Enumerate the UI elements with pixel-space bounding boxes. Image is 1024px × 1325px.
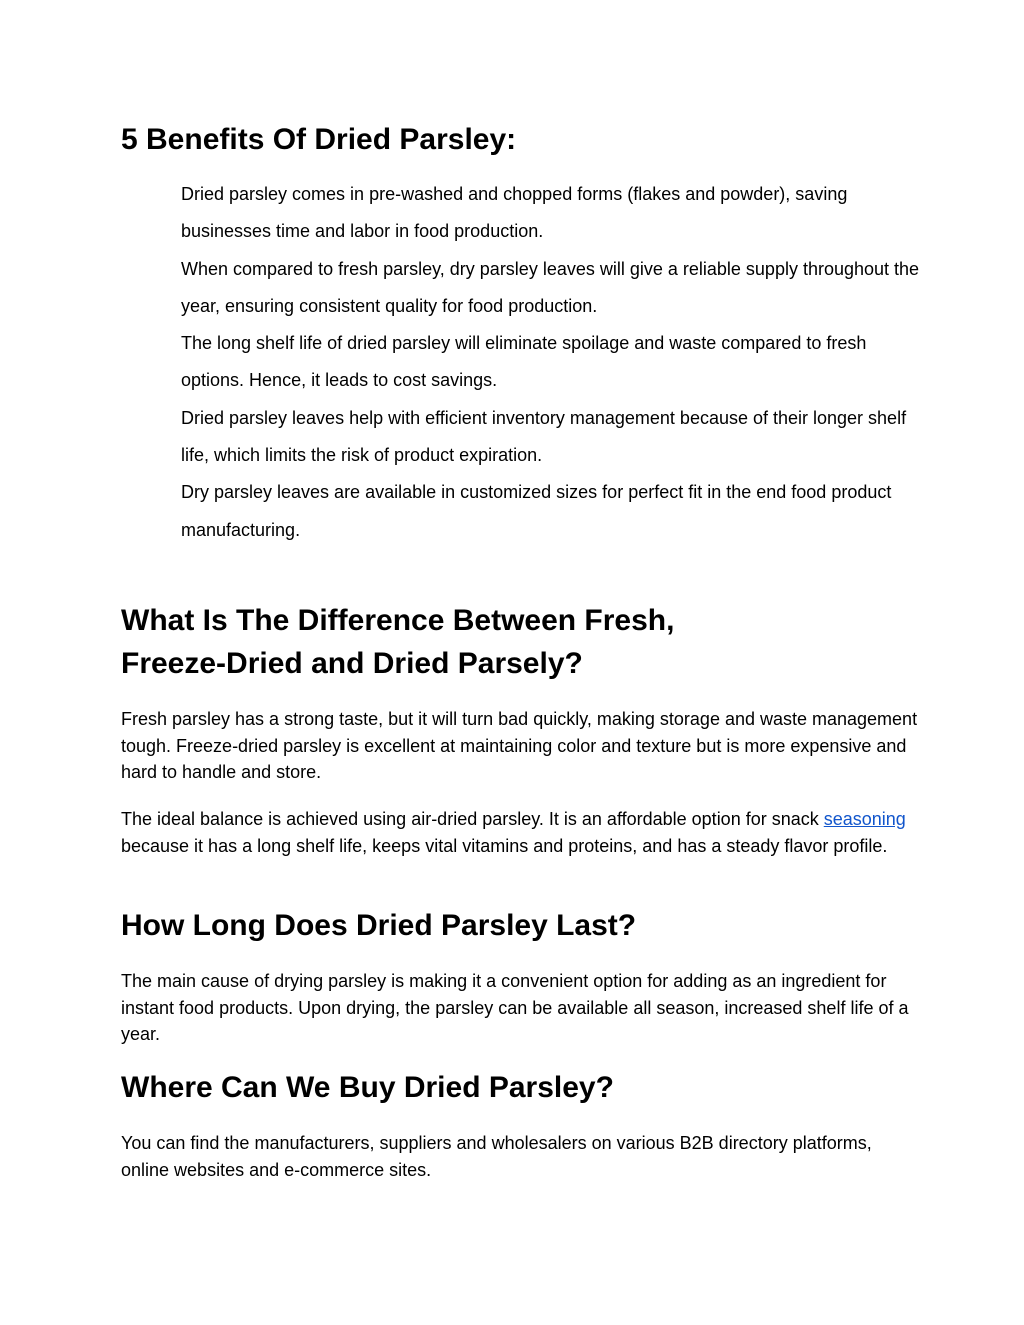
shelf-life-heading: How Long Does Dried Parsley Last? xyxy=(121,909,637,942)
difference-paragraph-2 xyxy=(121,806,921,859)
benefits-list xyxy=(181,176,921,549)
difference-paragraph-2-text-start: The ideal balance is achieved using air-dried parsley. It is an affordable option for snack xyxy=(121,809,824,829)
seasoning-link[interactable]: seasoning xyxy=(823,809,906,829)
difference-heading-line2: Freeze-Dried and Dried Parsely? xyxy=(121,647,583,680)
benefit-item: Dried parsley leaves help with efficient inventory management because of their longer shelf life, which limits the risk of product expiration. xyxy=(181,407,907,466)
where-to-buy-heading: Where Can We Buy Dried Parsley? xyxy=(121,1071,614,1104)
where-to-buy-paragraph: You can find the manufacturers, suppliers and wholesalers on various B2B directory platforms, online websites and e-commerce sites. xyxy=(121,1133,872,1180)
shelf-life-paragraph: The main cause of drying parsley is making it a convenient option for adding as an ingredient for instant food products. Upon drying, the parsley can be available all season, increased shelf life of a year. xyxy=(121,971,909,1045)
difference-heading xyxy=(121,599,674,685)
difference-heading-line1: What Is The Difference Between Fresh, xyxy=(121,604,675,637)
benefits-heading: 5 Benefits Of Dried Parsley: xyxy=(121,123,517,156)
difference-paragraph-2-text-end: because it has a long shelf life, keeps vital vitamins and proteins, and has a steady flavor profile. xyxy=(121,835,888,856)
benefit-item: When compared to fresh parsley, dry parsley leaves will give a reliable supply throughout the year, ensuring consistent quality for food production. xyxy=(181,258,920,316)
benefit-item: Dried parsley comes in pre-washed and chopped forms (flakes and powder), saving businesses time and labor in food production. xyxy=(181,184,848,242)
benefit-item: The long shelf life of dried parsley will eliminate spoilage and waste compared to fresh options. Hence, it leads to cost savings. xyxy=(181,333,867,391)
difference-paragraph-1: Fresh parsley has a strong taste, but it will turn bad quickly, making storage and waste management tough. Freeze-dried parsley is excellent at maintaining color and texture but is more expensive and hard to handle and store. xyxy=(121,709,918,783)
benefit-item: Dry parsley leaves are available in customized sizes for perfect fit in the end food product manufacturing. xyxy=(181,482,892,540)
